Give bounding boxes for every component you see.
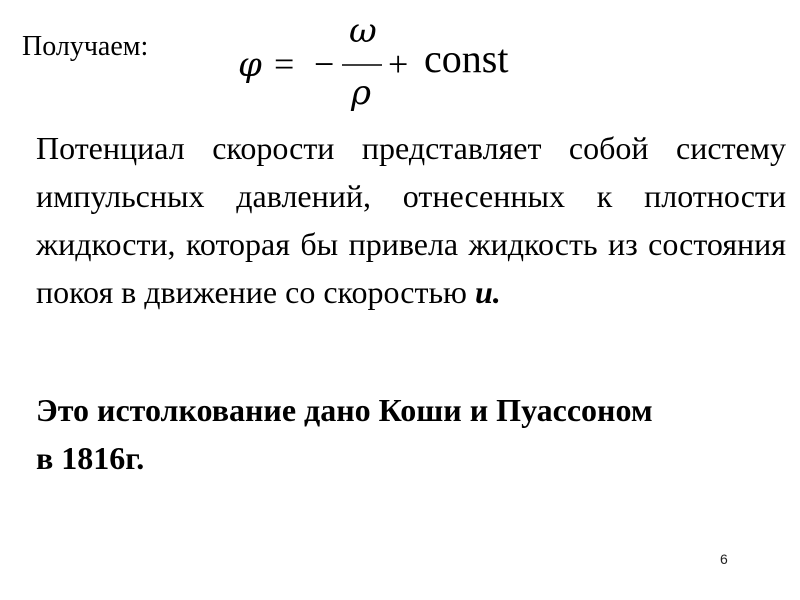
velocity-potential-formula — [238, 8, 558, 118]
definition-paragraph — [36, 124, 786, 316]
definition-text: Потенциал скорости представляет собой систему импульсных давлений, отнесенных к плотности жидкости, которая бы привела жидкость из состояния покоя в движение со скоростью — [36, 130, 786, 310]
velocity-variable-u: u — [474, 274, 493, 310]
formula-minus: − — [314, 44, 335, 84]
page-number: 6 — [720, 551, 728, 567]
attribution-paragraph: Это истолкование дано Коши и Пуассоном в 1816г. — [36, 392, 653, 476]
formula-const: const — [424, 36, 509, 81]
intro-label: Получаем: — [22, 31, 149, 62]
formula-phi: φ — [238, 45, 262, 85]
formula-numerator-omega: ω — [349, 11, 377, 51]
formula-denominator-rho: ρ — [351, 73, 371, 113]
definition-end-punct: . — [492, 274, 501, 310]
formula-equals: = — [274, 44, 295, 84]
formula-svg — [238, 8, 558, 118]
formula-plus: + — [388, 44, 409, 84]
